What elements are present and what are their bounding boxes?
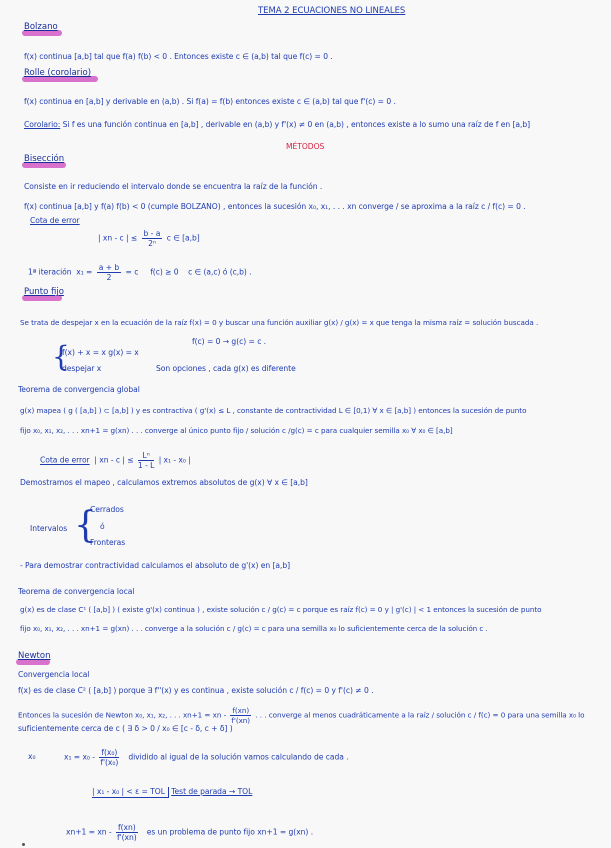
corolario-label: Corolario: (24, 120, 61, 129)
newton-final-num: f(xn) (117, 823, 136, 832)
global-cota-den: 1 - L (137, 461, 155, 470)
newton-x0: x₀ (28, 752, 36, 761)
newton-iter-num: f(x₀) (101, 748, 118, 757)
cota-lhs: | xn - c | ≤ (98, 233, 138, 243)
iter-den: 2 (106, 273, 112, 282)
rolle-corolario (24, 120, 530, 130)
newton-stop: | x₁ - x₀ | < ε = TOL (92, 787, 169, 798)
metodos-heading: MÉTODOS (286, 142, 325, 151)
global-contract: - Para demostrar contractividad calculamos el absoluto de g'(x) en [a,b] (20, 561, 291, 570)
cota-fraction (142, 229, 163, 248)
cota-den: 2ⁿ (148, 239, 156, 248)
newton-line2-num: f(xn) (232, 706, 250, 715)
iter-interval: c ∈ (a,c) ó (c,b) . (188, 267, 252, 277)
newton-iter-lhs: x₁ = x₀ - (64, 752, 95, 762)
global-cota (40, 451, 191, 470)
newton-line2-den: f'(xn) (231, 716, 251, 725)
newton-line2-fraction (230, 706, 251, 725)
newton-test: Test de parada → TOL (171, 787, 253, 796)
global-line2: fijo x₀, x₁, x₂, . . . xn+1 = g(xn) . . . converge al único punto fijo / solución c /g(c) = c para cualquier semilla x₀ ∀ x₀ ∈ [a,b] (20, 426, 453, 435)
newton-final-note: es un problema de punto fijo xn+1 = g(xn) . (146, 827, 314, 837)
global-cota-fraction (138, 451, 154, 470)
heading-bolzano: Bolzano (24, 22, 58, 32)
heading-global: Teorema de convergencia global (18, 385, 140, 394)
biseccion-cota (98, 229, 200, 248)
local-line2: fijo x₀, x₁, x₂, . . . xn+1 = g(xn) . . . converge a la solución c / g(c) = c para una semilla x₀ lo suficientemente cerca de la solución c . (20, 624, 488, 633)
newton-iter-fraction (99, 748, 119, 767)
global-cota-label: Cota de error (40, 455, 90, 465)
page-dot (22, 843, 25, 846)
iter-fraction (97, 263, 121, 282)
intervalos-label: Intervalos (30, 524, 68, 533)
iter-lhs: x₁ = (76, 267, 93, 277)
newton-final-lhs: xn+1 = xn - (66, 827, 112, 837)
system-brace: { (52, 340, 70, 373)
iter-label: 1ª iteración (28, 267, 72, 277)
heading-punto-fijo: Punto fijo (24, 287, 64, 297)
newton-iter (64, 748, 349, 767)
iter-num: a + b (98, 263, 120, 272)
newton-final-fraction (116, 823, 138, 842)
newton-final (66, 823, 313, 842)
biseccion-iter (28, 263, 252, 282)
global-cota-rhs: | x₁ - x₀ | (158, 455, 191, 465)
heading-local: Teorema de convergencia local (18, 587, 135, 596)
cota-rhs: c ∈ [a,b] (166, 233, 200, 243)
bolzano-text: f(x) continua [a,b] tal que f(a) f(b) < 0 . Entonces existe c ∈ (a,b) tal que f(c) = 0 . (24, 52, 333, 61)
biseccion-cota-label: Cota de error (30, 216, 80, 225)
newton-line2-post: . . . converge al menos cuadráticamente a la raíz / solución c / f(c) = 0 para una semilla x₀ lo (255, 710, 585, 720)
corolario-text: Si f es una función continua en [a,b] , derivable en (a,b) y f'(x) ≠ 0 en (a,b) , entonces existe a lo sumo una raíz de f en [a,b] (62, 120, 531, 129)
biseccion-line1: Consiste en ir reduciendo el intervalo donde se encuentra la raíz de la función . (24, 182, 323, 191)
global-cota-lhs: | xn - c | ≤ (94, 455, 134, 465)
heading-rolle: Rolle (corolario) (24, 68, 92, 78)
newton-line1: f(x) es de clase C² ( [a,b] ) porque ∃ f''(x) y es continua , existe solución c / f(c) = 0 y f'(c) ≠ 0 . (18, 686, 374, 695)
system-eq2: despejar x (62, 364, 102, 373)
iter-c: = c (125, 267, 139, 277)
intervalos-brace: { (74, 505, 97, 546)
global-mapeo: Demostramos el mapeo , calculamos extremos absolutos de g(x) ∀ x ∈ [a,b] (20, 478, 308, 487)
newton-stop-row (92, 787, 252, 797)
newton-sub: Convergencia local (18, 670, 90, 679)
system-note: Son opciones , cada g(x) es diferente (156, 364, 296, 373)
newton-iter-den: f'(x₀) (100, 758, 119, 767)
punto-fijo-line2: f(c) = 0 → g(c) = c . (192, 337, 267, 346)
intervalo-opt-2: ó (100, 522, 105, 531)
newton-iter-note: dividido al igual de la solución vamos calculando de cada . (128, 752, 349, 762)
heading-biseccion: Bisección (24, 154, 65, 164)
iter-cond: f(c) ≥ 0 (150, 267, 179, 277)
cota-num: b - a (143, 229, 161, 238)
newton-line3: suficientemente cerca de c ( ∃ δ > 0 / x₀ ∈ [c - δ, c + δ] ) (18, 724, 233, 733)
intervalo-opt-1: Cerrados (90, 505, 124, 514)
punto-fijo-line1: Se trata de despejar x en la ecuación de la raíz f(x) = 0 y buscar una función auxiliar g(x) / g(x) = x que tenga la misma raíz = solución buscada . (20, 318, 539, 327)
local-line1: g(x) es de clase C¹ ( [a,b] ) ( existe g'(x) continua ) , existe solución c / g(c) = c porque es raíz f(c) = 0 y | g'(c) | < 1 entonces la sucesión de punto (20, 605, 542, 614)
newton-line2 (18, 706, 584, 725)
biseccion-line2: f(x) continua [a,b] y f(a) f(b) < 0 (cumple BOLZANO) , entonces la sucesión x₀, x₁, . . . xn converge / se aproxima a la raíz c / f(c) = 0 . (24, 202, 526, 211)
newton-line2-pre: Entonces la sucesión de Newton x₀, x₁, x₂, . . . xn+1 = xn - (18, 710, 227, 720)
global-cota-num: Lⁿ (138, 451, 154, 461)
heading-newton: Newton (18, 651, 51, 661)
global-line1: g(x) mapea ( g ( [a,b] ) ⊂ [a,b] ) y es contractiva ( g'(x) ≤ L , constante de contractividad L ∈ [0,1) ∀ x ∈ [a,b] ) entonces la sucesión de punto (20, 406, 527, 415)
system-eq1: f(x) + x = x g(x) = x (62, 348, 139, 357)
rolle-text: f(x) continua en [a,b] y derivable en (a,b) . Si f(a) = f(b) entonces existe c ∈ (a,b) tal que f'(c) = 0 . (24, 97, 396, 106)
page-title: TEMA 2 ECUACIONES NO LINEALES (258, 6, 406, 16)
newton-final-den: f'(xn) (116, 833, 137, 842)
intervalo-opt-3: Fronteras (90, 538, 126, 547)
